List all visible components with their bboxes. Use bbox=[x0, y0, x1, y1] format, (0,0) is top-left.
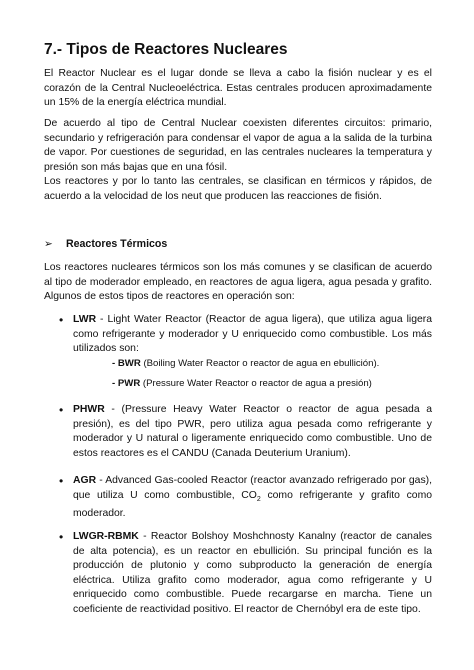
reactor-description: (Pressure Heavy Water Reactor o reactor de agua pesada a presión), es del tipo PWR, pero utiliza agua pesada como refrigerante y moderador y U natural o ligeramente enriquecido como combustible. Uno de estos reactores es el CANDU (Canada Deuterium Uranium). bbox=[73, 404, 433, 459]
reactor-abbr: LWGR-RBMK bbox=[73, 531, 139, 542]
sub-item-pwr bbox=[112, 377, 432, 392]
reactor-description: Advanced Gas-cooled Reactor (reactor avanzado refrigerado por gas), que utiliza U como combustible, CO bbox=[73, 475, 432, 501]
list-item-phwr bbox=[59, 403, 433, 461]
bullet-icon: • bbox=[59, 403, 64, 417]
bullet-icon: • bbox=[59, 474, 64, 488]
dash-icon: - bbox=[112, 378, 116, 389]
section-heading-text: Reactores Térmicos bbox=[66, 238, 168, 250]
reactor-description: Reactor Bolshoy Moshchnosty Kanalny (reactor de canales de alta potencia), es un reactor en ebullición. Su principal función es la producción de plutonio y como subproducto la generación de energía eléctrica. Utiliza grafito como moderador, agua como refrigerante y U enriquecido como combustible. Puede recargarse en marcha. Tiene un coeficiente de reactividad positivo. El reactor de Chernóbyl era de este tipo. bbox=[73, 531, 433, 615]
reactor-abbr: PHWR bbox=[73, 404, 105, 415]
bullet-icon: • bbox=[59, 530, 64, 544]
circuits-paragraph: De acuerdo al tipo de Central Nuclear coexisten diferentes circuitos: primario, secundario y refrigeración para condensar el vapor de agua a la salida de la turbina de vapor. Por cuestiones de seguridad, en las centrales nucleares la temperatura y presión son más bajas que en una fósil. bbox=[44, 118, 432, 173]
separator: - bbox=[138, 531, 151, 542]
separator: - bbox=[96, 475, 106, 486]
subscript: 2 bbox=[256, 495, 261, 503]
reactor-abbr: BWR bbox=[117, 358, 141, 369]
section-heading bbox=[44, 237, 167, 251]
reactor-abbr: PWR bbox=[117, 378, 141, 389]
list-item-lwgr bbox=[59, 530, 433, 618]
thermal-intro-paragraph: Los reactores nucleares térmicos son los más comunes y se clasifican de acuerdo al tipo de moderador empleado, en reactores de agua ligera, agua pesada y grafito. Algunos de estos tipos de reactores en operación son: bbox=[44, 262, 432, 303]
bullet-icon: • bbox=[59, 313, 64, 327]
reactor-abbr: LWR bbox=[73, 314, 97, 325]
classification-paragraph: Los reactores y por lo tanto las centrales, se clasifican en térmicos y rápidos, de acuerdo a la velocidad de los neut que producen las reacciones de fisión. bbox=[44, 176, 432, 202]
sub-item-bwr bbox=[112, 357, 432, 372]
list-item-agr bbox=[59, 474, 432, 522]
reactor-description: (Pressure Water Reactor o reactor de agua a presión) bbox=[140, 378, 372, 389]
separator: - bbox=[96, 314, 108, 325]
reactor-abbr: AGR bbox=[73, 475, 97, 486]
intro-paragraph: El Reactor Nuclear es el lugar donde se lleva a cabo la fisión nuclear y es el corazón de la Central Nucleoeléctrica. Estas centrales producen aproximadamente un 15% de la energía eléctrica mundial. bbox=[44, 68, 432, 109]
dash-icon: - bbox=[112, 358, 116, 369]
separator: - bbox=[104, 404, 122, 415]
list-item-lwr bbox=[59, 313, 432, 357]
arrow-bullet-icon: ➢ bbox=[44, 238, 53, 250]
page-title: 7.- Tipos de Reactores Nucleares bbox=[44, 41, 288, 58]
reactor-description-end: como refrigerante y grafito como moderador. bbox=[73, 489, 432, 520]
reactor-description: Light Water Reactor (Reactor de agua ligera), que utiliza agua ligera como refrigerante y moderador y U enriquecido como combustible. Los más utilizados son: bbox=[73, 314, 432, 355]
reactor-description: (Boiling Water Reactor o reactor de agua en ebullición). bbox=[140, 358, 380, 369]
